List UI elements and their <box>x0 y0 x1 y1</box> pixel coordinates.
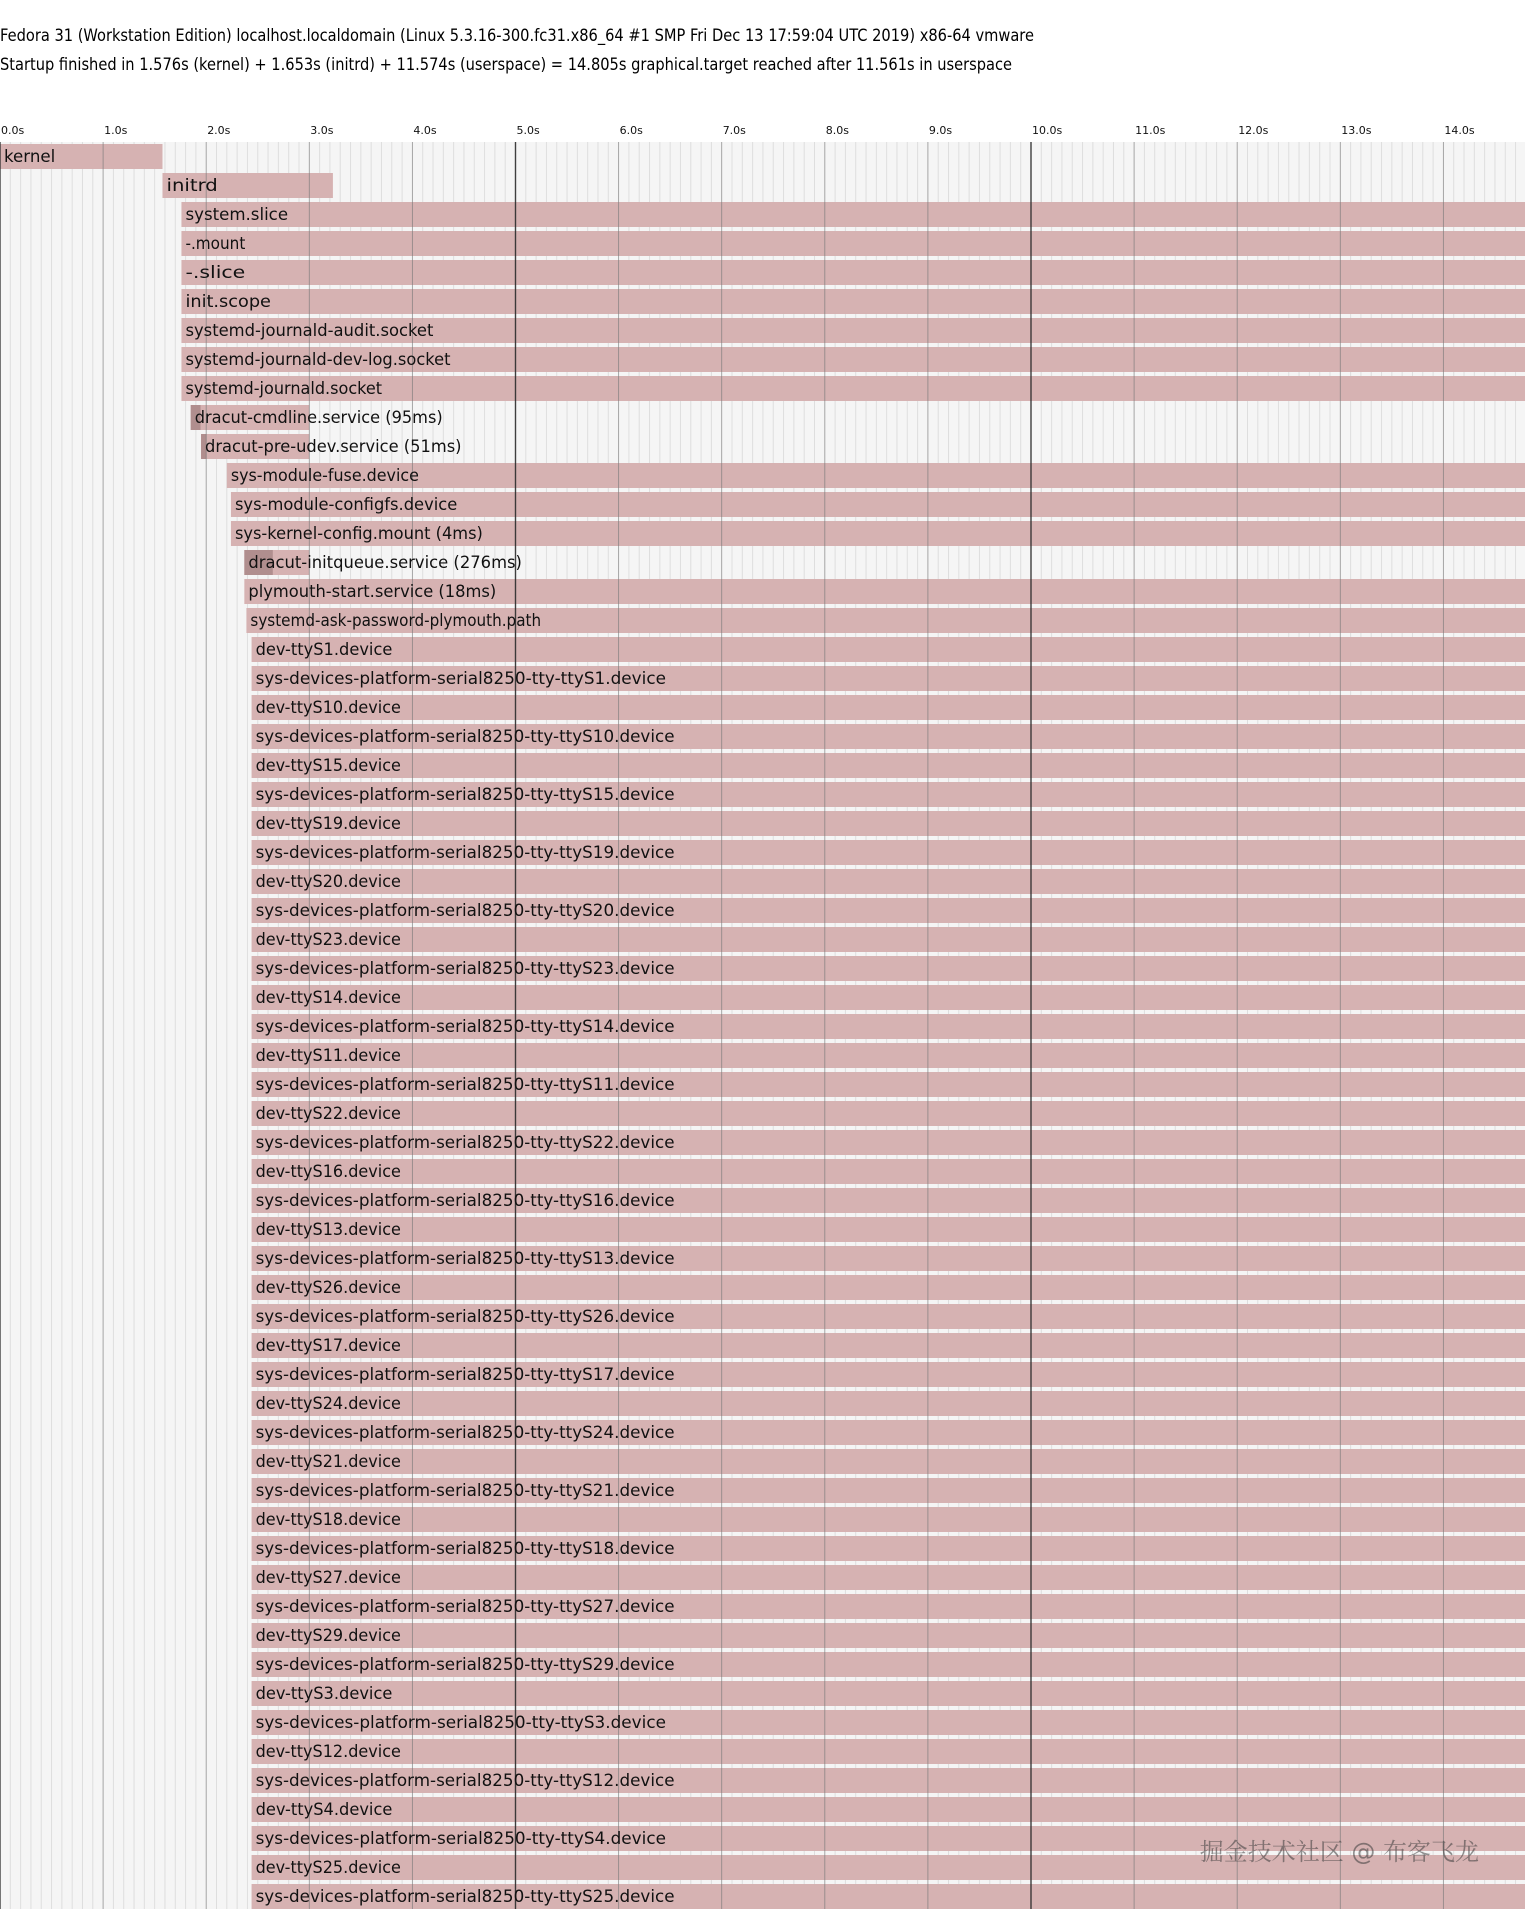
gantt-row-label: dev-ttyS14.device <box>255 988 401 1008</box>
gantt-row-label: dev-ttyS21.device <box>255 1452 401 1472</box>
gantt-bar <box>252 1159 1525 1184</box>
gantt-row-label: sys-module-fuse.device <box>230 466 419 486</box>
gantt-row-label: sys-devices-platform-serial8250-tty-ttyS3.device <box>255 1713 666 1733</box>
gantt-row-label: sys-devices-platform-serial8250-tty-ttyS20.device <box>255 901 675 921</box>
gantt-row-label: systemd-journald.socket <box>185 379 383 399</box>
bootchart-svg <box>0 120 1525 1909</box>
gantt-bar <box>252 869 1525 894</box>
gantt-bar <box>227 463 1525 488</box>
gantt-bar <box>252 1623 1525 1648</box>
gantt-bar <box>252 695 1525 720</box>
startup-summary-line: Startup finished in 1.576s (kernel) + 1.653s (initrd) + 11.574s (userspace) = 14.805s graphical.target reached after 11.561s in userspace <box>0 55 1013 75</box>
gantt-row-label: sys-devices-platform-serial8250-tty-ttyS1.device <box>255 669 666 689</box>
gantt-row-label: sys-devices-platform-serial8250-tty-ttyS23.device <box>255 959 675 979</box>
x-tick-label: 4.0s <box>413 124 437 137</box>
gantt-row-label: dev-ttyS11.device <box>255 1046 401 1066</box>
gantt-row-label: sys-devices-platform-serial8250-tty-ttyS15.device <box>255 785 675 805</box>
gantt-bar <box>252 1391 1525 1416</box>
gantt-bar <box>252 1449 1525 1474</box>
system-info-line: Fedora 31 (Workstation Edition) localhost.localdomain (Linux 5.3.16-300.fc31.x86_64 #1 SMP Fri Dec 13 17:59:04 UTC 2019) x86-64 vmware <box>0 26 1034 46</box>
gantt-row-label: sys-devices-platform-serial8250-tty-ttyS14.device <box>255 1017 675 1037</box>
gantt-row-label: kernel <box>4 147 56 167</box>
gantt-row-label: systemd-journald-dev-log.socket <box>185 350 451 370</box>
gantt-bar <box>181 376 1525 401</box>
x-tick-label: 1.0s <box>104 124 128 137</box>
gantt-bar <box>252 1043 1525 1068</box>
x-tick-label: 11.0s <box>1135 124 1166 137</box>
gantt-row-label: dev-ttyS13.device <box>255 1220 401 1240</box>
gantt-bar <box>181 260 1525 285</box>
gantt-row-label: plymouth-start.service (18ms) <box>248 582 497 602</box>
gantt-bar <box>252 927 1525 952</box>
gantt-bar <box>252 753 1525 778</box>
x-tick-label: 9.0s <box>928 124 953 137</box>
gantt-row-label: dev-ttyS17.device <box>255 1336 401 1356</box>
gantt-row-label: dev-ttyS24.device <box>255 1394 401 1414</box>
gantt-row-label: sys-devices-platform-serial8250-tty-ttyS11.device <box>255 1075 675 1095</box>
x-tick-label: 6.0s <box>619 124 643 137</box>
gantt-row-label: dev-ttyS15.device <box>255 756 401 776</box>
watermark-text: 掘金技术社区 @ 布客飞龙 <box>1199 1838 1479 1866</box>
gantt-row-label: systemd-ask-password-plymouth.path <box>250 611 542 631</box>
gantt-row-label: dev-ttyS27.device <box>255 1568 401 1588</box>
x-tick-label: 14.0s <box>1444 124 1475 137</box>
gantt-row-label: sys-devices-platform-serial8250-tty-ttyS25.device <box>255 1887 675 1907</box>
x-tick-label: 3.0s <box>310 124 334 137</box>
gantt-row-label: dev-ttyS3.device <box>255 1684 393 1704</box>
gantt-row-label: systemd-journald-audit.socket <box>185 321 434 341</box>
gantt-row-label: dev-ttyS23.device <box>255 930 401 950</box>
gantt-row-label: sys-devices-platform-serial8250-tty-ttyS24.device <box>255 1423 675 1443</box>
gantt-bar <box>252 1101 1525 1126</box>
gantt-row-label: dev-ttyS18.device <box>255 1510 401 1530</box>
gantt-bar <box>252 1507 1525 1532</box>
gantt-row-label: dev-ttyS16.device <box>255 1162 401 1182</box>
gantt-bar <box>252 1275 1525 1300</box>
gantt-row-label: sys-module-configfs.device <box>234 495 458 515</box>
x-tick-label: 7.0s <box>722 124 746 137</box>
gantt-row-label: sys-devices-platform-serial8250-tty-ttyS27.device <box>255 1597 675 1617</box>
gantt-row-label: sys-devices-platform-serial8250-tty-ttyS17.device <box>255 1365 675 1385</box>
gantt-row-label: dev-ttyS10.device <box>255 698 401 718</box>
gantt-row-label: dev-ttyS12.device <box>255 1742 401 1762</box>
x-tick-label: 8.0s <box>825 124 850 137</box>
gantt-row-label: initrd <box>166 176 218 196</box>
gantt-row-label: dev-ttyS1.device <box>255 640 393 660</box>
gantt-row-label: sys-devices-platform-serial8250-tty-ttyS18.device <box>255 1539 675 1559</box>
gantt-row-label: dev-ttyS25.device <box>255 1858 401 1878</box>
gantt-row-label: dev-ttyS4.device <box>255 1800 393 1820</box>
gantt-bar <box>181 289 1525 314</box>
gantt-bar <box>252 1333 1525 1358</box>
gantt-row-label: init.scope <box>185 292 271 312</box>
gantt-bar <box>181 231 1525 256</box>
gantt-row-label: dev-ttyS19.device <box>255 814 401 834</box>
gantt-bar <box>252 1681 1525 1706</box>
x-tick-label: 2.0s <box>207 124 231 137</box>
gantt-row-label: sys-devices-platform-serial8250-tty-ttyS12.device <box>255 1771 675 1791</box>
gantt-row-label: dracut-initqueue.service (276ms) <box>248 553 522 573</box>
gantt-row-label: -.mount <box>185 234 246 254</box>
gantt-row-label: sys-devices-platform-serial8250-tty-ttyS29.device <box>255 1655 675 1675</box>
gantt-row-label: system.slice <box>185 205 289 225</box>
gantt-row-label: sys-devices-platform-serial8250-tty-ttyS13.device <box>255 1249 675 1269</box>
gantt-row-label: sys-devices-platform-serial8250-tty-ttyS26.device <box>255 1307 675 1327</box>
gantt-bar <box>252 1797 1525 1822</box>
gantt-bar <box>181 202 1525 227</box>
gantt-bar <box>252 637 1525 662</box>
gantt-row-label: sys-kernel-config.mount (4ms) <box>234 524 483 544</box>
gantt-row-label: dev-ttyS20.device <box>255 872 401 892</box>
gantt-row-label: dev-ttyS22.device <box>255 1104 401 1124</box>
gantt-bar <box>252 1565 1525 1590</box>
gantt-bar <box>252 985 1525 1010</box>
gantt-bar <box>252 1217 1525 1242</box>
gantt-bar <box>252 1739 1525 1764</box>
gantt-row-label: sys-devices-platform-serial8250-tty-ttyS21.device <box>255 1481 675 1501</box>
x-tick-label: 12.0s <box>1238 124 1269 137</box>
gantt-row-label: dracut-pre-udev.service (51ms) <box>205 437 462 457</box>
gantt-row-label: dev-ttyS26.device <box>255 1278 401 1298</box>
gantt-row-label: sys-devices-platform-serial8250-tty-ttyS10.device <box>255 727 675 747</box>
gantt-row-label: dracut-cmdline.service (95ms) <box>194 408 443 428</box>
x-tick-label: 10.0s <box>1032 124 1063 137</box>
x-tick-label: 5.0s <box>516 124 540 137</box>
gantt-bar <box>252 811 1525 836</box>
x-tick-label: 13.0s <box>1341 124 1372 137</box>
gantt-row-label: -.slice <box>185 263 246 283</box>
gantt-row-label: sys-devices-platform-serial8250-tty-ttyS16.device <box>255 1191 675 1211</box>
gantt-row-label: sys-devices-platform-serial8250-tty-ttyS19.device <box>255 843 675 863</box>
chart-header <box>0 22 1525 80</box>
gantt-row-label: sys-devices-platform-serial8250-tty-ttyS22.device <box>255 1133 675 1153</box>
x-tick-label: 0.0s <box>1 124 25 137</box>
gantt-row-label: dev-ttyS29.device <box>255 1626 401 1646</box>
gantt-row-label: sys-devices-platform-serial8250-tty-ttyS4.device <box>255 1829 666 1849</box>
